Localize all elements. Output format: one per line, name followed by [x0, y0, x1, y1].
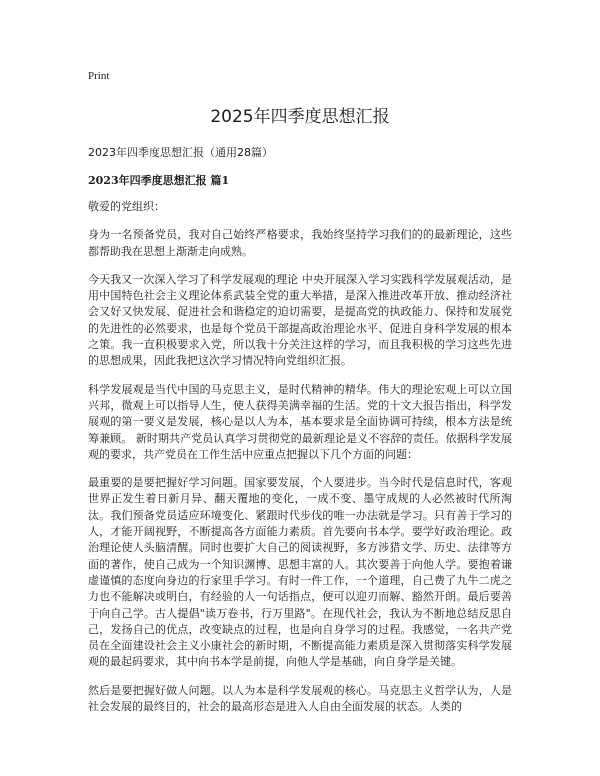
- paragraph-3: 科学发展观是当代中国的马克思主义，是时代精神的精华。伟大的理论宏观上可以立国兴邦，微观上可以指导人生，使人获得美满幸福的生活。党的十文大报告指出，科学发展观的第一要义是发展，核心是以人为本，基本要求是全面协调可持续，根本方法是统筹兼顾。 新时期共产党员认真学习贯彻党的最新理论是义不容辞的责任。依据科学发展观的要求，共产党员在工作生活中应重点把握以下几个方面的问题：: [88, 382, 512, 461]
- section-heading: 2023年四季度思想汇报 篇1: [88, 174, 230, 187]
- paragraph-5: 然后是要把握好做人问题。以人为本是科学发展观的核心。马克思主义哲学认为，人是社会发展的最终目的，社会的最高形态是进入人自由全面发展的状态。人类的: [88, 683, 512, 714]
- salutation: 敬爱的党组织：: [88, 200, 165, 213]
- print-link[interactable]: Print: [88, 70, 110, 82]
- paragraph-1: 身为一名预备党员，我对自己始终严格要求，我始终坚持学习我们的的最新理论，这些都帮助我在思想上渐渐走向成熟。: [88, 228, 512, 258]
- paragraph-4: 最重要的是要把握好学习问题。国家要发展，个人要进步。当今时代是信息时代，客观世界正发生着日新月异、翻天覆地的变化，一成不变、墨守成规的人必然被时代所淘汰。我们预备党员适应环境变化、紧跟时代步伐的唯一办法就是学习。只有善于学习的人，才能开阔视野，不断提高各方面能力素质。首先要向书本学。要学好政治理论。政治理论使人头脑清醒。同时也要扩大自己的阅读视野，多方涉猎文学、历史、法律等方面的著作，使自己成为一个知识渊博、思想丰富的人。其次要善于向他人学。要抱着谦虚谨慎的态度向身边的行家里手学习。有时一件工作，一个道理，自己费了九牛二虎之力也不能解决或明白，有经验的人一句话指点，便可以迎刃而解、豁然开朗。最后要善于向自己学。古人提倡"读万卷书，行万里路"。在现代社会，我认为不断地总结反思自己，发扬自己的优点，改变缺点的过程，也是向自身学习的过程。我感觉，一名共产党员在全面建设社会主义小康社会的新时期，不断提高能力素质是深入贯彻落实科学发展观的最起码要求，其中向书本学是前提，向他人学是基础，向自身学是关键。: [88, 476, 512, 669]
- paragraph-2: 今天我又一次深入学习了科学发展观的理论 中央开展深入学习实践科学发展观活动，是用中国特色社会主义理论体系武装全党的重大举措，是深入推进改革开放、推动经济社会又好又快发展、促进社会和谐稳定的迫切需要，是提高党的执政能力、保持和发展党的先进性的必然要求，也是每个党员干部提高政治理论水平、促进自身科学发展的根本之策。我一直积极要求入党，所以我十分关注这样的学习，而且我积极的学习这些先进的思想成果，因此我把这次学习情况特向党组织汇报。: [88, 272, 512, 368]
- document-title: 2025年四季度思想汇报: [210, 107, 390, 127]
- document-subtitle: 2023年四季度思想汇报（通用28篇）: [88, 146, 273, 159]
